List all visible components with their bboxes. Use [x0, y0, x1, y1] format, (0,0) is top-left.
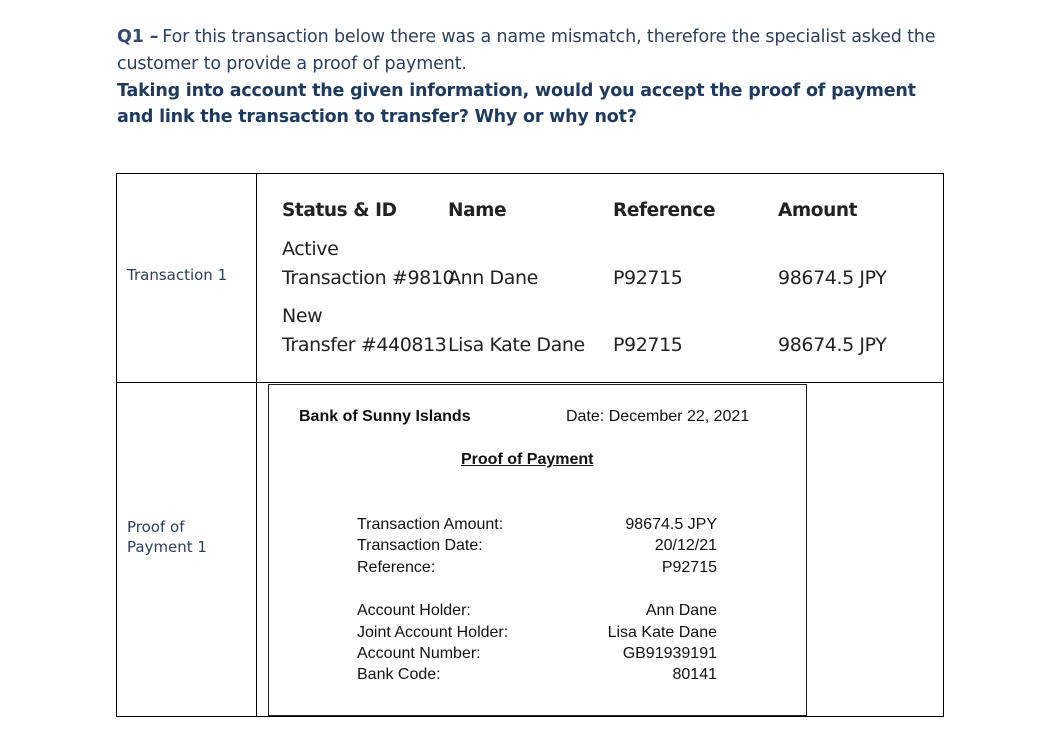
header-name: Name [448, 200, 507, 221]
proof-label-date: Transaction Date: [357, 537, 483, 554]
header-reference: Reference [613, 200, 716, 221]
question-intro-text: For this transaction below there was a name mismatch, therefore the specialist asked the customer to provide a proof of payment. [117, 27, 936, 74]
proof-label-joint-holder: Joint Account Holder: [357, 624, 509, 641]
row-label-transaction: Transaction 1 [127, 266, 228, 284]
entry-1-amount: 98674.5 JPY [778, 267, 887, 289]
proof-value-bank-code: 80141 [672, 666, 717, 683]
proof-bank-name: Bank of Sunny Islands [299, 408, 471, 425]
proof-title: Proof of Payment [461, 451, 594, 468]
proof-date: Date: December 22, 2021 [566, 408, 750, 425]
proof-value-date: 20/12/21 [654, 537, 717, 554]
proof-label-bank-code: Bank Code: [357, 666, 441, 683]
proof-value-account-holder: Ann Dane [645, 602, 717, 619]
proof-label-amount: Transaction Amount: [357, 516, 504, 533]
entry-1-reference: P92715 [613, 267, 683, 289]
proof-label-reference: Reference: [357, 559, 436, 576]
question-label: Q1 – [117, 27, 159, 47]
entry-2-status: New [282, 305, 323, 327]
header-status-id: Status & ID [282, 200, 397, 221]
row-label-proof: Proof of Payment 1 [127, 518, 207, 556]
column-divider [256, 174, 257, 716]
proof-value-account-number: GB91939191 [622, 645, 717, 662]
entry-2-name: Lisa Kate Dane [448, 334, 585, 356]
proof-label-account-number: Account Number: [357, 645, 481, 662]
entry-1-name: Ann Dane [448, 267, 538, 289]
header-amount: Amount [778, 200, 858, 221]
proof-value-joint-holder: Lisa Kate Dane [607, 624, 717, 641]
entry-2-reference: P92715 [613, 334, 683, 356]
proof-of-payment-document [268, 384, 807, 716]
question-block [117, 24, 937, 130]
row-divider [117, 382, 943, 383]
proof-label-account-holder: Account Holder: [357, 602, 471, 619]
entry-2-amount: 98674.5 JPY [778, 334, 887, 356]
entry-1-status: Active [282, 238, 339, 260]
proof-value-amount: 98674.5 JPY [625, 516, 717, 533]
question-intro [117, 24, 937, 78]
question-emphasis: Taking into account the given information, would you accept the proof of payment and link the transaction to transfer? Why or why not? [117, 81, 916, 127]
entry-1-id: Transaction #9810 [282, 267, 455, 289]
entry-2-id: Transfer #440813 [282, 334, 447, 356]
proof-value-reference: P92715 [661, 559, 717, 576]
